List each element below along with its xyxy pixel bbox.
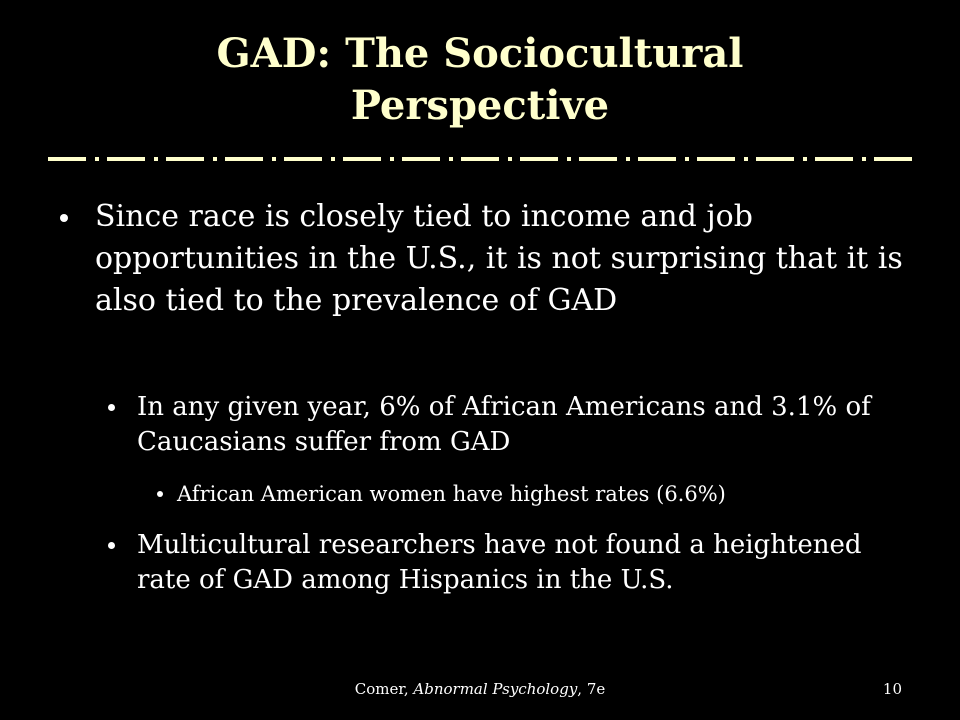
bullet-dot-sub1-detail bbox=[157, 491, 163, 497]
slide-title-line2: Perspective bbox=[350, 82, 610, 129]
bullet-dot-main bbox=[60, 214, 68, 222]
page-number: 10 bbox=[882, 680, 902, 698]
bullet-dot-sub1 bbox=[108, 404, 115, 411]
footer-citation bbox=[0, 680, 960, 698]
title-divider bbox=[48, 156, 912, 162]
bullet-sub1: In any given year, 6% of African Americans and 3.1% of Caucasians suffer from GAD bbox=[137, 392, 871, 457]
slide-title bbox=[0, 28, 960, 132]
bullet-sub2: Multicultural researchers have not found a heightened rate of GAD among Hispanics in the U.S. bbox=[137, 530, 862, 595]
footer-author: Comer, bbox=[354, 680, 414, 698]
slide-title-line1: GAD: The Sociocultural bbox=[216, 30, 744, 77]
footer-book-title: Abnormal Psychology bbox=[413, 680, 578, 698]
bullet-dot-sub2 bbox=[108, 542, 115, 549]
bullet-sub1-detail: African American women have highest rates (6.6%) bbox=[177, 482, 726, 506]
bullet-main: Since race is closely tied to income and job opportunities in the U.S., it is not surprising that it is also tied to the prevalence of GAD bbox=[95, 199, 903, 318]
footer-edition: , 7e bbox=[577, 680, 606, 698]
